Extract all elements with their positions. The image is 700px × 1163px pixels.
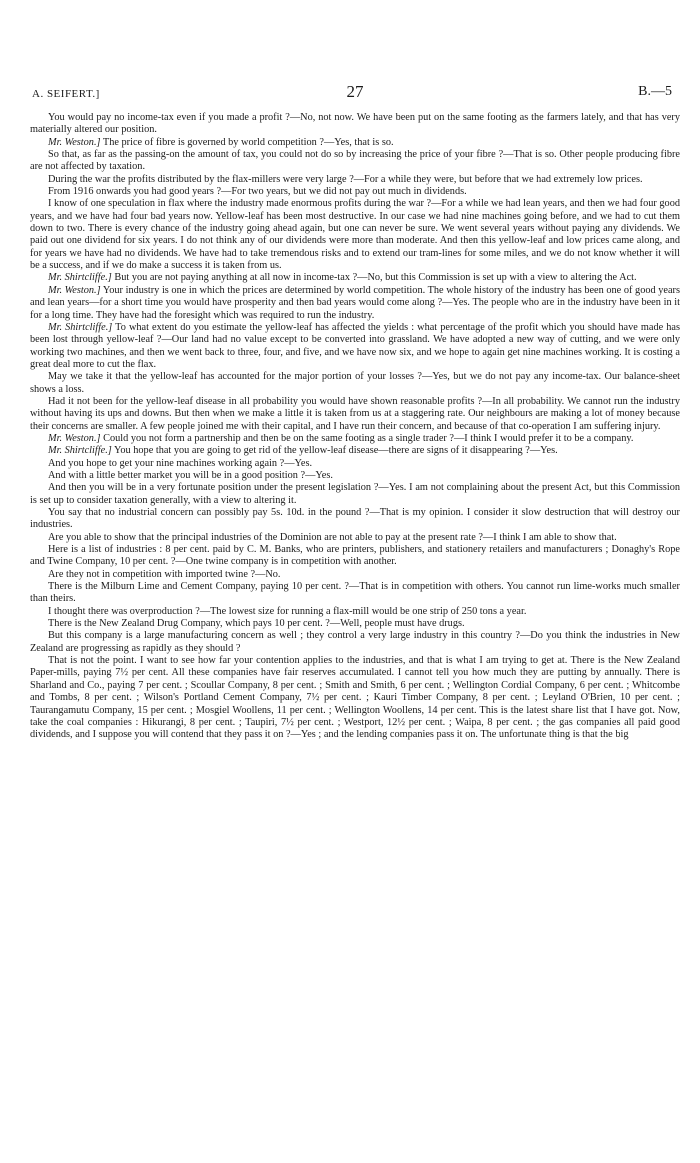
page-header xyxy=(30,82,680,108)
paragraph: Are they not in competition with imported twine ?—No. xyxy=(48,568,281,580)
paragraph: But this company is a large manufacturing concern as well ; they control a very large industry in this country ?—Do you think the industries in New Zealand are progressing as rapidly as they should ? xyxy=(30,630,680,654)
paragraph: And you hope to get your nine machines working again ?—Yes. xyxy=(48,457,313,469)
paragraph: There is the New Zealand Drug Company, which pays 10 per cent. ?—Well, people must have drugs. xyxy=(48,618,465,630)
document-body xyxy=(30,112,680,742)
paragraph: And with a little better market you will be in a good position ?—Yes. xyxy=(48,469,333,481)
paragraph: Mr. Weston.] The price of fibre is governed by world competition ?—Yes, that is so. xyxy=(48,136,394,148)
paragraph: There is the Milburn Lime and Cement Company, paying 10 per cent. ?—That is in competition with others. You cannot run lime-works much smaller than theirs. xyxy=(30,581,680,605)
paragraph: From 1916 onwards you had good years ?—For two years, but we did not pay out much in dividends. xyxy=(48,186,467,198)
paragraph: I know of one speculation in flax where the industry made enormous profits during the war ?—For a while we had lean years, and then we had four good years, and we have had four bad years now. Yellow-leaf has been most destructive. In our case we had nine machines going before, and we had to cut them down to two. There is every chance of the industry going ahead again, but one can never be sure. We went several years without paying any dividends. We paid out one dividend for six years. I do not think any of our dividends were more than moderate. And then this yellow-leaf and low prices came along, and for years we have had no dividends. We have had to take tremendous risks and to extend our tram-lines for some miles, and we do not know whether it will be a success, and if we do make a success it is taken from us. xyxy=(30,198,680,272)
paragraph: Mr. Weston.] Could you not form a partnership and then be on the same footing as a single trader ?—I think I would prefer it to be a company. xyxy=(48,432,634,444)
paragraph: Mr. Shirtcliffe.] To what extent do you estimate the yellow-leaf has affected the yields : what percentage of the profit which you should have made has been lost through yellow-leaf ?—Our land had no value except to be converted into grassland. We have adopted a new way of cutting, and we were only working two machines, and then we went back to three, four, and five, and we have now six, and we hope to again get nine machines working. It is costing a great deal more to cut the flax. xyxy=(30,321,680,370)
witness-name: A. SEIFERT.] xyxy=(32,88,100,100)
paragraph: Here is a list of industries : 8 per cent. paid by C. M. Banks, who are printers, publishers, and stationery retailers and manufacturers ; Donaghy's Rope and Twine Company, 10 per cent. ?—One twine company is in competition with another. xyxy=(30,544,680,568)
page-number: 27 xyxy=(346,82,364,101)
paragraph: During the war the profits distributed by the flax-millers were very large ?—For a while they were, but before that we had extremely low prices. xyxy=(48,173,643,185)
paragraph: Are you able to show that the principal industries of the Dominion are not able to pay at the present rate ?—I think I am able to show that. xyxy=(48,531,617,543)
paragraph: That is not the point. I want to see how far your contention applies to the industries, and that is what I am trying to get at. There is the New Zealand Paper-mills, paying 7½ per cent. All these companies have fair reserves accumulated. I cannot tell you how much they are putting by annually. There is Sharland and Co., paying 7 per cent. ; Scoullar Company, 8 per cent. ; Smith and Smith, 6 per cent. ; Wellington Cordial Company, 6 per cent. ; Whitcombe and Tombs, 8 per cent. ; Wilson's Portland Cement Company, 7½ per cent. ; Kauri Timber Company, 8 per cent. ; Leyland O'Brien, 10 per cent. ; Taurangamutu Company, 15 per cent. ; Mosgiel Woollens, 11 per cent. ; Wellington Woollens, 14 per cent. This is the latest share list that I have got. Now, take the coal companies : Hikurangi, 8 per cent. ; Taupiri, 7½ per cent. ; Westport, 12½ per cent. ; Waipa, 8 per cent. ; the gas companies all paid good dividends, and I suppose you will contend that they pass it on ?—Yes ; and the lending companies pass it on. The unfortunate thing is that the big xyxy=(30,655,680,741)
paragraph: Mr. Weston.] Your industry is one in which the prices are determined by world competition. The whole history of the industry has been one of good years and lean years—for a short time you would have prosperity and then bad years would come along ?—Yes. The people who are in the industry have been in it for a long time. They have had the foresight which was required to run the industry. xyxy=(30,284,680,321)
paragraph: And then you will be in a very fortunate position under the present legislation ?—Yes. I am not complaining about the present Act, but this Commission is set up to consider taxation generally, with a view to altering it. xyxy=(30,482,680,506)
paragraph: Mr. Shirtcliffe.] You hope that you are going to get rid of the yellow-leaf disease—there are signs of it disappearing ?—Yes. xyxy=(48,445,558,457)
paragraph: Had it not been for the yellow-leaf disease in all probability you would have shown reasonable profits ?—In all probability. We cannot run the industry without having its ups and downs. But then when we make a little it is taken from us at a staggering rate. Our neighbours are making a lot of money because their concerns are smaller. A few people joined me with their capital, and I have run their concern, and because of that co-operation I am suffering injury. xyxy=(30,395,680,432)
paragraph: May we take it that the yellow-leaf has accounted for the major portion of your losses ?—Yes, but we do not pay any income-tax. Our balance-sheet shows a loss. xyxy=(30,371,680,395)
document-page xyxy=(30,82,680,742)
paragraph: You would pay no income-tax even if you made a profit ?—No, not now. We have been put on the same footing as the farmers lately, and that has very materially altered our position. xyxy=(30,112,680,136)
paragraph: Mr. Shirtcliffe.] But you are not paying anything at all now in income-tax ?—No, but this Commission is set up with a view to altering the Act. xyxy=(48,272,637,284)
paragraph: So that, as far as the passing-on the amount of tax, you could not do so by increasing the price of your fibre ?—That is so. Other people producing fibre are not affected by taxation. xyxy=(30,149,680,173)
document-reference: B.—5 xyxy=(638,84,672,99)
paragraph: I thought there was overproduction ?—The lowest size for running a flax-mill would be one strip of 250 tons a year. xyxy=(48,605,527,617)
paragraph: You say that no industrial concern can possibly pay 5s. 10d. in the pound ?—That is my opinion. I consider it slow destruction that will destroy our industries. xyxy=(30,507,680,531)
